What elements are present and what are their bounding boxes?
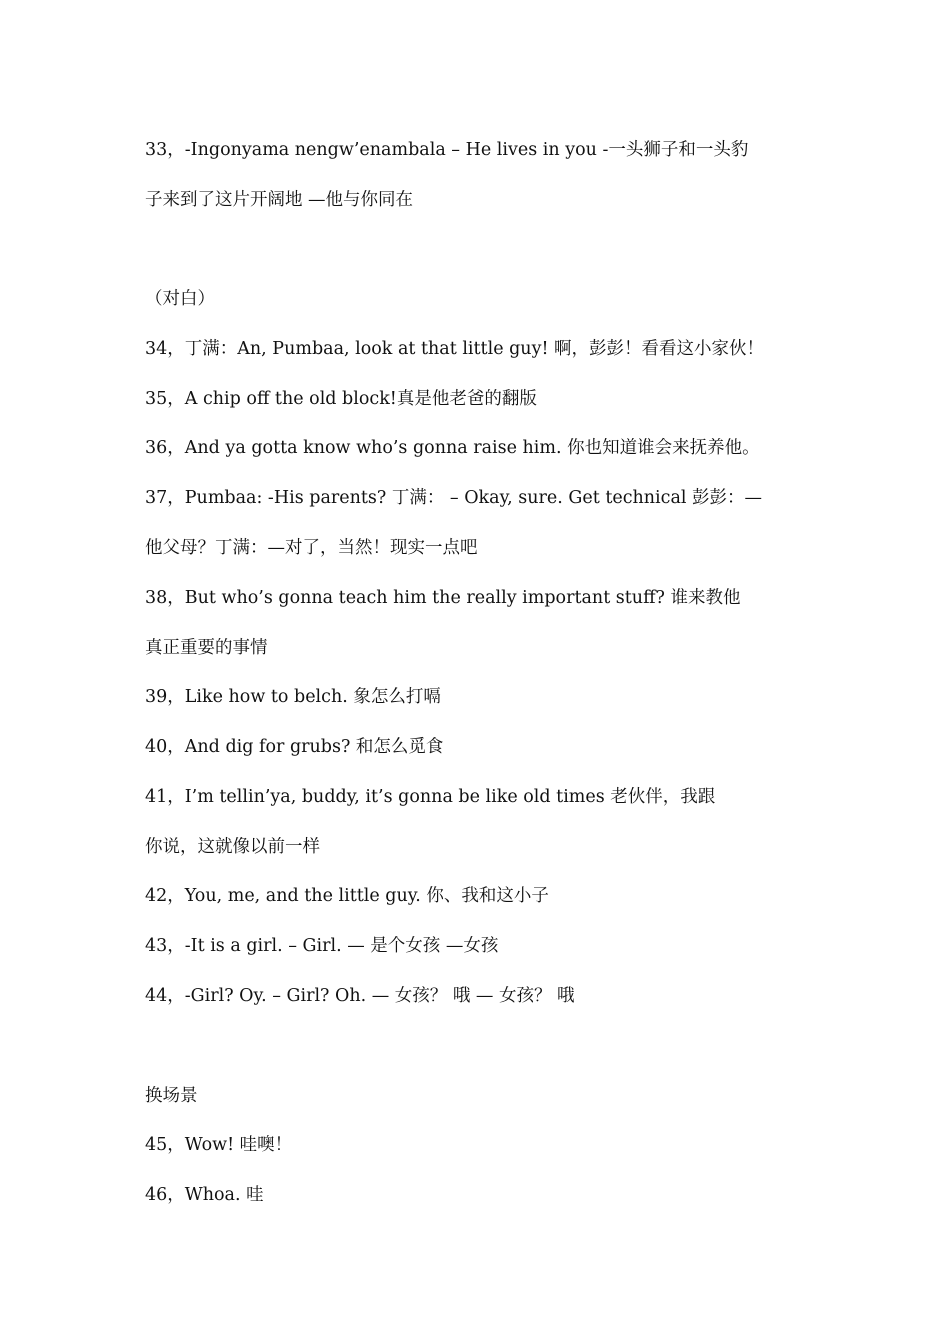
text-line: 33，-Ingonyama nengw’enambala – He lives in you -一头狮子和一头豹 [145,140,749,160]
section-heading: 换场景 [145,1086,198,1106]
text-line: 45，Wow! 哇噢！ [145,1135,293,1155]
text-line: 40，And dig for grubs? 和怎么觅食 [145,737,444,757]
text-line: 39，Like how to belch. 象怎么打嗝 [145,687,441,707]
section-heading: （对白） [145,289,215,309]
text-line: 34，丁满：An, Pumbaa, look at that little guy! 啊，彭彭！看看这小家伙！ [145,339,765,359]
text-line: 子来到了这片开阔地 —他与你同在 [145,190,414,210]
text-line: 44，-Girl? Oy. – Girl? Oh. — 女孩？ 哦 — 女孩？ 哦 [145,986,575,1006]
text-line: 你说，这就像以前一样 [145,837,320,857]
text-line: 35，A chip off the old block!真是他老爸的翻版 [145,389,537,409]
text-line: 37，Pumbaa: -His parents? 丁满： – Okay, sure. Get technical 彭彭：— [145,488,763,508]
text-line: 他父母？丁满：—对了，当然！现实一点吧 [145,538,478,558]
text-line: 43，-It is a girl. – Girl. — 是个女孩 —女孩 [145,936,499,956]
text-line: 41，I’m tellin’ya, buddy, it’s gonna be like old times 老伙伴，我跟 [145,787,716,807]
text-line: 38，But who’s gonna teach him the really important stuff? 谁来教他 [145,588,741,608]
text-line: 36，And ya gotta know who’s gonna raise him. 你也知道谁会来抚养他。 [145,438,760,458]
text-line: 真正重要的事情 [145,638,268,658]
text-line: 42，You, me, and the little guy. 你、我和这小子 [145,886,549,906]
text-line: 46，Whoa. 哇 [145,1185,264,1205]
